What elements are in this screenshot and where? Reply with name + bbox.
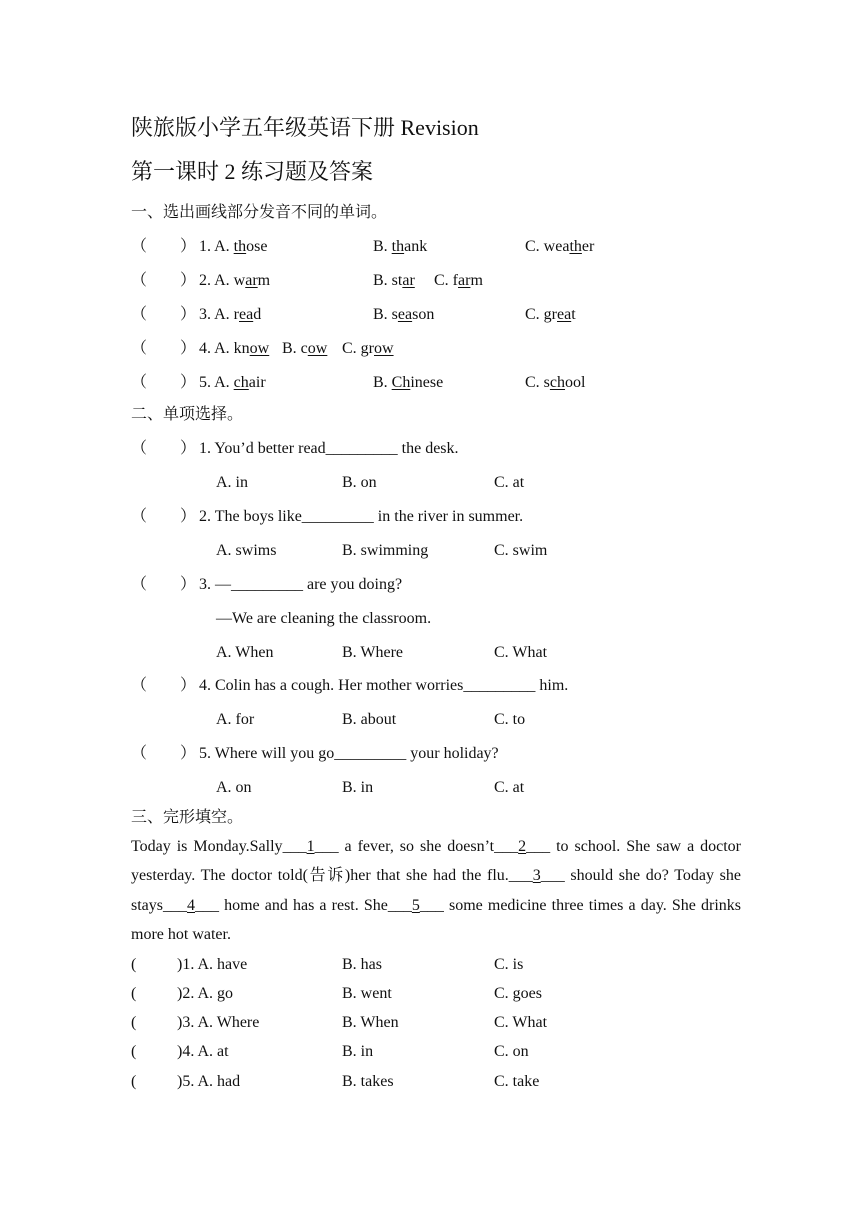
cloze-blank-number: 2 (518, 838, 527, 855)
option-c (525, 237, 594, 257)
question-row: 5. A. chair (199, 374, 266, 391)
option-c: C. What (494, 644, 548, 661)
answer-paren-close: ） (180, 272, 197, 289)
answer-paren-open: （ (131, 306, 148, 323)
answer-paren-open: （ (131, 340, 148, 357)
question-row: 4. A. know (199, 340, 270, 357)
option-b-word-underlined: ar (402, 272, 415, 289)
option-c-word: C. great (525, 306, 576, 323)
option-b-word: B. star (373, 272, 415, 289)
question-row: 2. A. warm (199, 272, 271, 289)
section3-heading: 三、完形填空。 (131, 809, 244, 826)
section1-heading: 一、选出画线部分发音不同的单词。 (131, 204, 388, 221)
option-a: warm (233, 272, 271, 289)
option-c-word: C. grow (342, 340, 394, 357)
option-c (525, 373, 585, 393)
option-b: B. on (342, 474, 377, 491)
option-b: B. swimming (342, 542, 429, 559)
cloze-blank: ___1___ (282, 838, 339, 855)
answer-paren-open: （ (131, 272, 148, 289)
answer-paren-open: （ (131, 576, 148, 593)
option-c: C. swim (494, 542, 548, 559)
answer-paren-close: ） (180, 238, 197, 255)
option-b-word: B. season (373, 306, 435, 323)
option-b: B. went (342, 985, 392, 1002)
option-c-word-underlined: ch (549, 374, 566, 391)
answer-paren-close: ） (180, 340, 197, 357)
option-b: B. in (342, 1043, 374, 1060)
option-c-word-underlined: ow (374, 340, 394, 357)
section2-heading: 二、单项选择。 (131, 406, 244, 423)
option-a: A. When (216, 644, 274, 661)
option-c: C. goes (494, 985, 542, 1002)
cloze-blank: ___3___ (508, 867, 565, 885)
option-b-word: B. thank (373, 238, 428, 255)
question-text-line2: —We are cleaning the classroom. (216, 610, 432, 627)
option-c (342, 339, 394, 359)
question-option-a: )2. A. go (177, 985, 233, 1002)
option-a-underlined: ar (245, 272, 258, 289)
answer-paren-open: （ (131, 238, 148, 255)
option-c: C. is (494, 956, 524, 973)
cloze-blank-number: 4 (187, 896, 195, 914)
option-b-word: B. cow (282, 340, 328, 357)
answer-paren-open: （ (131, 440, 148, 457)
question-text: 1. You’d better read_________ the desk. (199, 440, 459, 457)
option-b: B. Where (342, 644, 404, 661)
option-a: those (233, 238, 268, 255)
answer-paren-close: ） (180, 576, 197, 593)
option-b: B. in (342, 779, 374, 796)
option-b (373, 271, 415, 291)
page-title: 陕旅版小学五年级英语下册 Revision (131, 115, 479, 140)
cloze-blank-number: 3 (532, 867, 541, 885)
question-text: 4. Colin has a cough. Her mother worries_________ him. (199, 677, 569, 694)
option-c-word: C. farm (434, 272, 483, 289)
answer-paren-close: ） (180, 306, 197, 323)
option-a: chair (233, 374, 266, 391)
option-b-word-underlined: th (391, 238, 405, 255)
option-b: B. When (342, 1014, 399, 1031)
cloze-passage: Today is Monday.Sally___1___ a fever, so she doesn’t___2___ to school. She saw a doctor yesterday. The doctor told(告诉)her that she had the flu.___3___ should she do? Today she stays___4___ home and has a rest. She___5___ some medicine three times a day. She drinks more hot water. (131, 838, 742, 943)
answer-paren-close: ） (180, 745, 197, 762)
answer-paren-open: ( (131, 1014, 137, 1031)
option-a: read (233, 306, 262, 323)
option-a-underlined: ea (239, 306, 254, 323)
question-option-a: )3. A. Where (177, 1014, 260, 1031)
answer-paren-open: ( (131, 956, 137, 973)
question-option-a: )1. A. have (177, 956, 248, 973)
question-row: 1. A. those (199, 238, 268, 255)
page-subtitle: 第一课时 2 练习题及答案 (131, 159, 374, 184)
option-c-word-underlined: th (569, 238, 582, 255)
question-text: 3. —_________ are you doing? (199, 576, 403, 593)
question-option-a: )4. A. at (177, 1043, 229, 1060)
option-c-word-underlined: ea (557, 306, 572, 323)
option-a: A. in (216, 474, 248, 491)
cloze-blank: ___5___ (387, 896, 444, 914)
option-b-word-underlined: ow (307, 340, 328, 357)
answer-paren-open: （ (131, 508, 148, 525)
option-a-underlined: th (233, 238, 247, 255)
option-b-word-underlined: ea (397, 306, 413, 323)
option-a: A. for (216, 711, 255, 728)
answer-paren-open: ( (131, 985, 137, 1002)
cloze-blank: ___2___ (494, 838, 551, 855)
option-b (282, 339, 327, 359)
option-b: B. about (342, 711, 397, 728)
option-b (373, 237, 427, 257)
answer-paren-open: （ (131, 677, 148, 694)
option-c: C. to (494, 711, 526, 728)
answer-paren-open: ( (131, 1073, 137, 1090)
option-c: C. at (494, 474, 525, 491)
option-a: know (233, 340, 270, 357)
cloze-blank: ___4___ (163, 896, 219, 914)
option-c-word: C. school (525, 374, 586, 391)
option-b: B. takes (342, 1073, 394, 1090)
answer-paren-open: （ (131, 374, 148, 391)
option-a: A. on (216, 779, 252, 796)
answer-paren-open: （ (131, 745, 148, 762)
option-a: A. swims (216, 542, 277, 559)
option-a-underlined: ch (233, 374, 249, 391)
cloze-blank-number: 1 (306, 838, 315, 855)
answer-paren-close: ） (180, 508, 197, 525)
option-c: C. take (494, 1073, 540, 1090)
answer-paren-close: ） (180, 374, 197, 391)
option-c: C. at (494, 779, 525, 796)
answer-paren-close: ） (180, 677, 197, 694)
option-a-underlined: ow (249, 340, 270, 357)
option-b (373, 373, 443, 393)
option-c-word: C. weather (525, 238, 595, 255)
option-b-word-underlined: Ch (391, 374, 411, 391)
option-b: B. has (342, 956, 382, 973)
option-c (434, 271, 483, 291)
answer-paren-close: ） (180, 440, 197, 457)
question-text: 5. Where will you go_________ your holiday? (199, 745, 499, 762)
option-b-word: B. Chinese (373, 374, 444, 391)
option-c-word-underlined: ar (458, 272, 471, 289)
question-row: 3. A. read (199, 306, 262, 323)
question-text: 2. The boys like_________ in the river in summer. (199, 508, 524, 525)
option-c (525, 305, 576, 325)
question-option-a: )5. A. had (177, 1073, 241, 1090)
option-b (373, 305, 434, 325)
answer-paren-open: ( (131, 1043, 137, 1060)
option-c: C. on (494, 1043, 529, 1060)
option-c: C. What (494, 1014, 548, 1031)
cloze-blank-number: 5 (411, 896, 420, 914)
